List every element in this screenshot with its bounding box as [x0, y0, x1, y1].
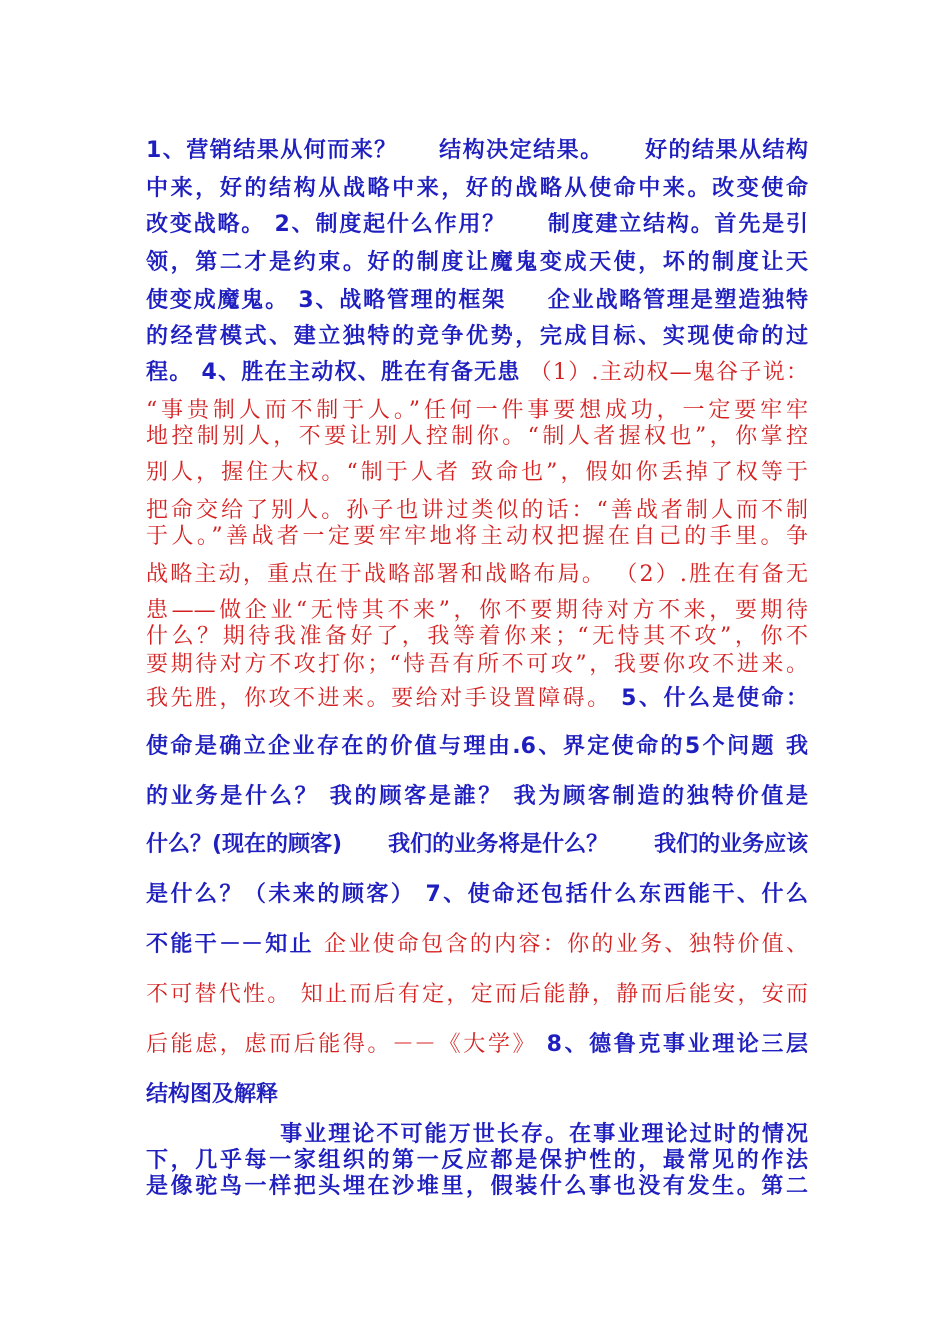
red-text-segment: 什么？期待我准备好了，我等着你来；“无恃其不攻”，你不: [146, 624, 808, 649]
red-text-segment: （1）.主动权—鬼谷子说：: [529, 360, 808, 385]
text-line: [146, 782, 808, 810]
blue-text-segment: 什么？(现在的顾客): [146, 832, 343, 857]
blue-text-segment: 使命是确立企业存在的价值与理由.6、界定使命的5个问题 我: [146, 734, 808, 759]
red-text-segment: “事贵制人而不制于人。”任何一件事要想成功，一定要牢牢: [146, 398, 808, 423]
text-line: [146, 174, 808, 202]
blue-text-segment: 企业战略管理是塑造独特: [546, 288, 808, 313]
text-line: [146, 458, 808, 486]
text-line: [146, 248, 808, 276]
text-line: [146, 732, 808, 760]
blue-text-segment: 我们的业务将是什么？: [388, 832, 609, 857]
red-text-segment: 我先胜，你攻不进来。要给对手设置障碍。: [146, 686, 622, 711]
text-line: [146, 136, 808, 164]
red-text-segment: 患——做企业“无恃其不来”，你不要期待对方不来，要期待: [146, 598, 808, 623]
blue-text-segment: 使变成魔鬼。 3、战略管理的框架: [146, 288, 507, 313]
red-text-segment: 后能虑，虑而后能得。－－《大学》: [146, 1032, 547, 1057]
blue-text-segment: 好的结果从结构: [643, 138, 808, 163]
red-text-segment: 于人。”善战者一定要牢牢地将主动权把握在自己的手里。争: [146, 524, 808, 549]
red-text-segment: 别人，握住大权。“制于人者 致命也”，假如你丢掉了权等于: [146, 460, 808, 485]
text-line: [146, 396, 808, 424]
blue-text-segment: 1、营销结果从何而来？: [146, 138, 398, 163]
blue-text-segment: 下，几乎每一家组织的第一反应都是保护性的，最常见的作法: [146, 1148, 808, 1173]
text-line: [146, 650, 808, 678]
blue-text-segment: 程。 4、胜在主动权、胜在有备无患: [146, 360, 530, 385]
red-text-segment: 地控制别人，不要让别人控制你。“制人者握权也”，你掌控: [146, 424, 808, 449]
blue-text-segment: 改变战略。 2、制度起什么作用？: [146, 212, 507, 237]
text-line: [146, 522, 808, 550]
red-text-segment: 战略主动，重点在于战略部署和战略布局。 （2）.胜在有备无: [146, 562, 808, 587]
text-line: [146, 1120, 808, 1148]
red-text-segment: 不可替代性。 知止而后有定，定而后能静，静而后能安，安而: [146, 982, 808, 1007]
blue-text-segment: 领，第二才是约束。好的制度让魔鬼变成天使，坏的制度让天: [146, 250, 808, 275]
text-line: [146, 1172, 808, 1200]
text-line: [146, 596, 808, 624]
blue-text-segment: 制度建立结构。首先是引: [546, 212, 808, 237]
blue-text-segment: 是像驼鸟一样把头埋在沙堆里，假装什么事也没有发生。第二: [146, 1174, 808, 1199]
text-line: [146, 358, 808, 386]
blue-text-segment: 中来，好的结构从战略中来，好的战略从使命中来。改变使命: [146, 176, 808, 201]
text-line: [146, 560, 808, 588]
red-text-segment: 企业使命包含的内容：你的业务、独特价值、: [323, 932, 808, 957]
text-line: [146, 210, 808, 238]
blue-text-segment: 结构图及解释: [146, 1082, 279, 1107]
blue-text-segment: 事业理论不可能万世长存。在事业理论过时的情况: [278, 1122, 808, 1147]
text-line: [146, 1030, 808, 1058]
text-line: [146, 1146, 808, 1174]
text-line: [146, 286, 808, 314]
blue-text-segment: 我们的业务应该: [654, 832, 809, 857]
text-line: [146, 830, 808, 858]
text-line: [146, 980, 808, 1008]
text-line: [146, 422, 808, 450]
red-text-segment: 把命交给了别人。孙子也讲过类似的话：“善战者制人而不制: [146, 498, 808, 523]
text-line: [146, 622, 808, 650]
blue-text-segment: 8、德鲁克事业理论三层: [546, 1032, 808, 1057]
text-line: [146, 930, 808, 958]
text-line: [146, 1080, 808, 1108]
text-line: [146, 880, 808, 908]
blue-text-segment: 是什么？（未来的顾客） 7、使命还包括什么东西能干、什么: [146, 882, 808, 907]
text-line: [146, 322, 808, 350]
red-text-segment: 要期待对方不攻打你；“恃吾有所不可攻”，我要你攻不进来。: [146, 652, 808, 677]
blue-text-segment: 的经营模式、建立独特的竞争优势，完成目标、实现使命的过: [146, 324, 808, 349]
blue-text-segment: 不能干－－知止: [146, 932, 324, 957]
blue-text-segment: 的业务是什么？ 我的顾客是誰？ 我为顾客制造的独特价值是: [146, 784, 808, 809]
text-line: [146, 496, 808, 524]
text-line: [146, 684, 808, 712]
blue-text-segment: 结构决定结果。: [437, 138, 604, 163]
blue-text-segment: 5、什么是使命：: [621, 686, 808, 711]
